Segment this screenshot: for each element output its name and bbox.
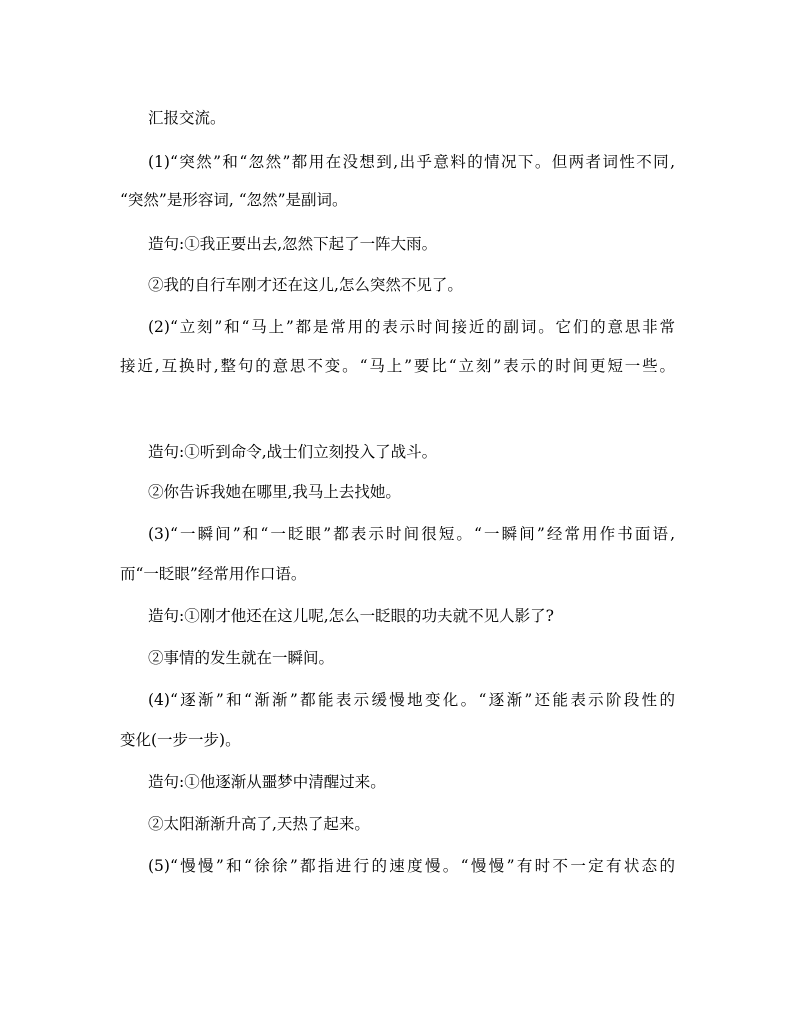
paragraph-line: ②太阳渐渐升高了,天热了起来。	[148, 815, 370, 833]
paragraph-line: (2)“立刻”和“马上”都是常用的表示时间接近的副词。它们的意思非常	[148, 318, 675, 336]
paragraph-line: 造句:①我正要出去,忽然下起了一阵大雨。	[148, 235, 438, 253]
paragraph-line: 造句:①刚才他还在这儿呢,怎么一眨眼的功夫就不见人影了?	[148, 607, 554, 625]
paragraph-line: 汇报交流。	[148, 109, 226, 127]
paragraph-line: ②你告诉我她在哪里,我马上去找她。	[148, 483, 401, 501]
paragraph-line: “突然”是形容词, “忽然”是副词。	[120, 191, 348, 209]
paragraph-line: (4)“逐渐”和“渐渐”都能表示缓慢地变化。“逐渐”还能表示阶段性的	[148, 691, 675, 709]
paragraph-line: (3)“一瞬间”和“一眨眼”都表示时间很短。“一瞬间”经常用作书面语,	[148, 525, 675, 543]
paragraph-line: 接近,互换时,整句的意思不变。“马上”要比“立刻”表示的时间更短一些。	[120, 357, 675, 375]
paragraph-line: ②事情的发生就在一瞬间。	[148, 649, 335, 667]
paragraph-line: 而“一眨眼”经常用作口语。	[120, 565, 307, 583]
paragraph-line: (1)“突然”和“忽然”都用在没想到,出乎意料的情况下。但两者词性不同,	[148, 153, 675, 171]
paragraph-line: (5)“慢慢”和“徐徐”都指进行的速度慢。“慢慢”有时不一定有状态的	[148, 857, 675, 875]
paragraph-line: 造句:①他逐渐从噩梦中清醒过来。	[148, 773, 386, 791]
paragraph-line: 变化(一步一步)。	[120, 731, 241, 749]
paragraph-line: 造句:①听到命令,战士们立刻投入了战斗。	[148, 443, 438, 461]
paragraph-line: ②我的自行车刚才还在这儿,怎么突然不见了。	[148, 276, 463, 294]
